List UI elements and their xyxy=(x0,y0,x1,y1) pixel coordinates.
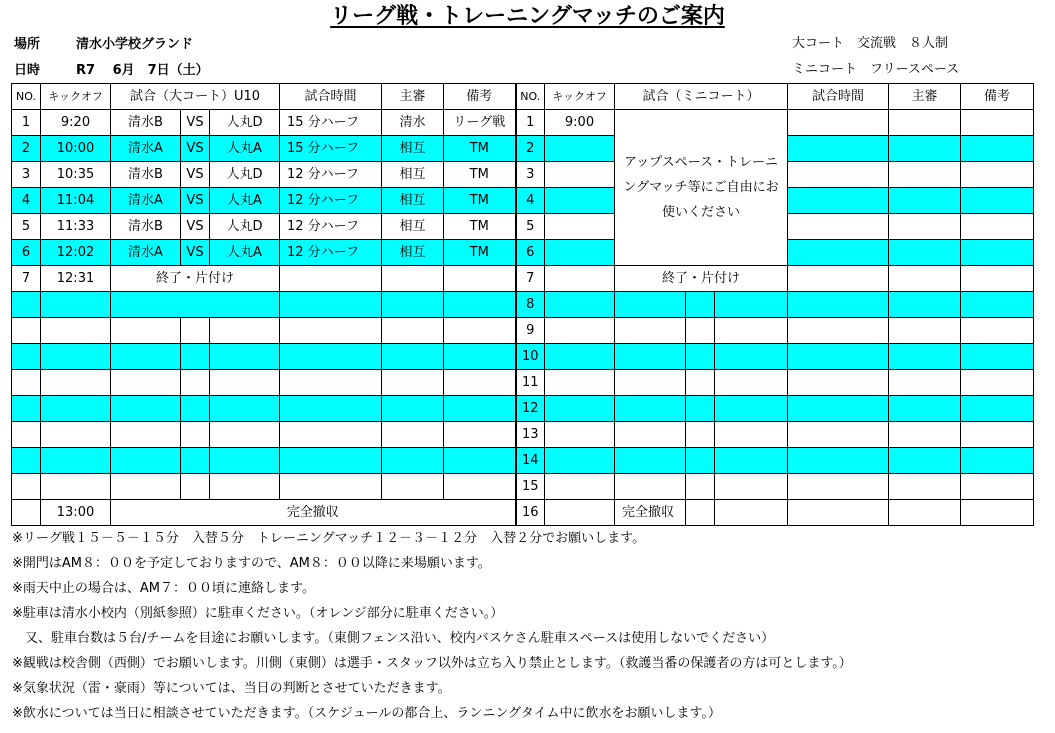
empty-cell xyxy=(961,188,1034,214)
match-no: 6 xyxy=(12,240,41,266)
empty-cell xyxy=(210,474,280,500)
empty-cell xyxy=(444,448,516,474)
empty-cell xyxy=(788,370,889,396)
empty-cell xyxy=(545,448,615,474)
mini-no: 3 xyxy=(516,162,545,188)
end-cleanup-text: 終了・片付け xyxy=(111,266,280,292)
empty-cell xyxy=(686,474,715,500)
empty-cell xyxy=(889,240,961,266)
page-title: リーグ戦・トレーニングマッチのご案内 xyxy=(330,4,725,29)
table-row xyxy=(12,422,1034,448)
notes-section xyxy=(12,526,1052,726)
table-row xyxy=(12,396,1034,422)
mini-no: 13 xyxy=(516,422,545,448)
empty-cell xyxy=(715,422,788,448)
mini-kickoff xyxy=(545,162,615,188)
col-header-referee: 主審 xyxy=(382,84,444,110)
empty-cell xyxy=(889,370,961,396)
table-row xyxy=(12,162,1034,188)
empty-cell xyxy=(382,448,444,474)
mini-no: 16 xyxy=(516,500,545,526)
empty-cell xyxy=(788,500,889,526)
match-away-team: 人丸A xyxy=(210,188,280,214)
empty-cell xyxy=(444,292,516,318)
match-remark: リーグ戦 xyxy=(444,110,516,136)
schedule-table xyxy=(11,83,1034,526)
empty-cell xyxy=(280,396,382,422)
table-row xyxy=(12,448,1034,474)
match-no: 5 xyxy=(12,214,41,240)
match-away-team: 人丸A xyxy=(210,240,280,266)
match-duration: 12 分ハーフ xyxy=(280,214,382,240)
empty-cell xyxy=(788,474,889,500)
empty-cell xyxy=(280,344,382,370)
empty-cell xyxy=(444,266,516,292)
match-referee: 相互 xyxy=(382,240,444,266)
match-vs: VS xyxy=(181,240,210,266)
empty-cell xyxy=(12,396,41,422)
empty-cell xyxy=(111,292,280,318)
match-duration: 15 分ハーフ xyxy=(280,136,382,162)
empty-cell xyxy=(181,344,210,370)
empty-cell xyxy=(12,292,41,318)
match-remark: TM xyxy=(444,240,516,266)
match-home-team: 清水B xyxy=(111,110,181,136)
empty-cell xyxy=(715,396,788,422)
empty-cell xyxy=(382,370,444,396)
mini-final-text: 完全撤収 xyxy=(615,500,686,526)
empty-cell xyxy=(444,370,516,396)
match-remark: TM xyxy=(444,214,516,240)
empty-cell xyxy=(111,474,181,500)
match-vs: VS xyxy=(181,136,210,162)
empty-cell xyxy=(686,370,715,396)
empty-cell xyxy=(615,370,686,396)
empty-cell xyxy=(111,422,181,448)
empty-cell xyxy=(210,448,280,474)
empty-cell xyxy=(444,422,516,448)
mini-no: 4 xyxy=(516,188,545,214)
empty-cell xyxy=(788,396,889,422)
empty-cell xyxy=(889,136,961,162)
match-referee: 相互 xyxy=(382,136,444,162)
empty-cell xyxy=(715,448,788,474)
empty-cell xyxy=(181,370,210,396)
empty-cell xyxy=(889,292,961,318)
match-kickoff: 12:02 xyxy=(41,240,111,266)
match-kickoff: 10:35 xyxy=(41,162,111,188)
date-label: 日時 xyxy=(14,63,41,78)
empty-cell xyxy=(280,266,382,292)
empty-cell xyxy=(181,448,210,474)
header-row xyxy=(12,84,1034,110)
note-line: ※雨天中止の場合は、AM７：００頃に連絡します。 xyxy=(12,581,315,596)
empty-cell xyxy=(444,318,516,344)
empty-cell xyxy=(181,422,210,448)
empty-cell xyxy=(961,136,1034,162)
match-no: 7 xyxy=(12,266,41,292)
empty-cell xyxy=(961,396,1034,422)
empty-cell xyxy=(788,292,889,318)
empty-cell xyxy=(686,318,715,344)
mini-no: 14 xyxy=(516,448,545,474)
empty-cell xyxy=(961,474,1034,500)
mini-no: 1 xyxy=(516,110,545,136)
empty-cell xyxy=(715,370,788,396)
empty-cell xyxy=(382,396,444,422)
match-referee: 相互 xyxy=(382,214,444,240)
empty-cell xyxy=(788,240,889,266)
match-referee: 清水 xyxy=(382,110,444,136)
empty-cell xyxy=(889,422,961,448)
empty-cell xyxy=(889,396,961,422)
mini-no: 6 xyxy=(516,240,545,266)
empty-cell xyxy=(382,422,444,448)
mini-kickoff xyxy=(545,240,615,266)
empty-cell xyxy=(545,396,615,422)
col-header-referee-mini: 主審 xyxy=(889,84,961,110)
empty-cell xyxy=(41,422,111,448)
empty-cell xyxy=(961,162,1034,188)
empty-cell xyxy=(382,474,444,500)
empty-cell xyxy=(41,318,111,344)
table-row xyxy=(12,214,1034,240)
table-row xyxy=(12,240,1034,266)
note-line: ※リーグ戦１５－５－１５分 入替５分 トレーニングマッチ１２－３－１２分 入替２分でお願いします。 xyxy=(12,531,646,546)
col-header-time: 試合時間 xyxy=(280,84,382,110)
empty-cell xyxy=(210,318,280,344)
empty-cell xyxy=(615,396,686,422)
date-value: R7 6月 7日（土） xyxy=(76,63,209,78)
match-duration: 15 分ハーフ xyxy=(280,110,382,136)
mini-kickoff xyxy=(545,136,615,162)
empty-cell xyxy=(889,474,961,500)
empty-cell xyxy=(715,500,788,526)
table-row xyxy=(12,292,1034,318)
empty-cell xyxy=(961,500,1034,526)
empty-cell xyxy=(889,344,961,370)
match-duration: 12 分ハーフ xyxy=(280,240,382,266)
empty-cell xyxy=(181,396,210,422)
empty-cell xyxy=(382,318,444,344)
match-home-team: 清水A xyxy=(111,188,181,214)
empty-cell xyxy=(889,214,961,240)
empty-cell xyxy=(961,318,1034,344)
note-line: ※開門はAM８：００を予定しておりますので、AM８：００以降に来場願います。 xyxy=(12,556,491,571)
match-remark: TM xyxy=(444,162,516,188)
empty-cell xyxy=(12,370,41,396)
empty-cell xyxy=(889,162,961,188)
empty-cell xyxy=(788,344,889,370)
col-header-no: NO. xyxy=(12,84,41,110)
empty-cell xyxy=(280,370,382,396)
empty-cell xyxy=(210,370,280,396)
empty-cell xyxy=(715,344,788,370)
empty-cell xyxy=(788,188,889,214)
match-duration: 12 分ハーフ xyxy=(280,188,382,214)
empty-cell xyxy=(545,422,615,448)
empty-cell xyxy=(686,500,715,526)
empty-cell xyxy=(686,422,715,448)
match-kickoff: 11:33 xyxy=(41,214,111,240)
empty-cell xyxy=(788,110,889,136)
mini-kickoff: 9:00 xyxy=(545,110,615,136)
mini-no: 10 xyxy=(516,344,545,370)
empty-cell xyxy=(615,318,686,344)
empty-cell xyxy=(715,318,788,344)
col-header-kickoff-mini: キックオフ xyxy=(545,84,615,110)
empty-cell xyxy=(280,292,382,318)
table-row xyxy=(12,136,1034,162)
table-row xyxy=(12,344,1034,370)
match-vs: VS xyxy=(181,110,210,136)
empty-cell xyxy=(788,448,889,474)
empty-cell xyxy=(961,110,1034,136)
empty-cell xyxy=(686,344,715,370)
mini-no: 15 xyxy=(516,474,545,500)
empty-cell xyxy=(545,370,615,396)
empty-cell xyxy=(444,344,516,370)
mini-no: 8 xyxy=(516,292,545,318)
match-home-team: 清水B xyxy=(111,162,181,188)
match-kickoff: 11:04 xyxy=(41,188,111,214)
empty-cell xyxy=(41,474,111,500)
match-away-team: 人丸D xyxy=(210,162,280,188)
empty-cell xyxy=(686,396,715,422)
empty-cell xyxy=(961,370,1034,396)
empty-cell xyxy=(788,266,889,292)
empty-cell xyxy=(889,448,961,474)
match-remark: TM xyxy=(444,188,516,214)
match-kickoff: 12:31 xyxy=(41,266,111,292)
col-header-remarks-mini: 備考 xyxy=(961,84,1034,110)
empty-cell xyxy=(889,266,961,292)
empty-cell xyxy=(210,422,280,448)
empty-cell xyxy=(715,474,788,500)
empty-cell xyxy=(615,292,686,318)
empty-cell xyxy=(111,370,181,396)
empty-cell xyxy=(382,292,444,318)
empty-cell xyxy=(961,422,1034,448)
match-no: 1 xyxy=(12,110,41,136)
match-home-team: 清水B xyxy=(111,214,181,240)
empty-cell xyxy=(41,370,111,396)
empty-cell xyxy=(444,474,516,500)
mini-end-cleanup-text: 終了・片付け xyxy=(615,266,788,292)
mini-no: 12 xyxy=(516,396,545,422)
empty-cell xyxy=(545,474,615,500)
empty-cell xyxy=(961,266,1034,292)
col-header-time-mini: 試合時間 xyxy=(788,84,889,110)
empty-cell xyxy=(41,396,111,422)
empty-cell xyxy=(12,448,41,474)
match-no: 3 xyxy=(12,162,41,188)
empty-cell xyxy=(545,266,615,292)
empty-cell xyxy=(788,422,889,448)
mini-free-space-note: アップスペース・トレーニングマッチ等にご自由にお使いください xyxy=(615,110,788,266)
empty-cell xyxy=(545,318,615,344)
mini-no: 2 xyxy=(516,136,545,162)
empty-cell xyxy=(444,396,516,422)
empty-cell xyxy=(280,422,382,448)
final-kickoff: 13:00 xyxy=(41,500,111,526)
empty-cell xyxy=(615,422,686,448)
match-vs: VS xyxy=(181,188,210,214)
table-row xyxy=(12,318,1034,344)
match-away-team: 人丸A xyxy=(210,136,280,162)
empty-cell xyxy=(41,448,111,474)
empty-cell xyxy=(788,214,889,240)
place-value: 清水小学校グランド xyxy=(76,37,194,52)
match-referee: 相互 xyxy=(382,162,444,188)
mini-kickoff xyxy=(545,214,615,240)
empty-cell xyxy=(111,318,181,344)
mini-no: 9 xyxy=(516,318,545,344)
col-header-no-mini: NO. xyxy=(516,84,545,110)
empty-cell xyxy=(686,448,715,474)
match-kickoff: 9:20 xyxy=(41,110,111,136)
match-vs: VS xyxy=(181,162,210,188)
place-label: 場所 xyxy=(14,37,41,52)
empty-cell xyxy=(788,318,889,344)
empty-cell xyxy=(12,318,41,344)
empty-cell xyxy=(280,448,382,474)
match-away-team: 人丸D xyxy=(210,214,280,240)
table-row xyxy=(12,370,1034,396)
empty-cell xyxy=(111,448,181,474)
empty-cell xyxy=(961,292,1034,318)
empty-cell xyxy=(615,474,686,500)
empty-cell xyxy=(889,188,961,214)
empty-cell xyxy=(615,344,686,370)
mini-no: 11 xyxy=(516,370,545,396)
empty-cell xyxy=(615,448,686,474)
note-line: ※駐車は清水小校内（別紙参照）に駐車ください。（オレンジ部分に駐車ください。） xyxy=(12,606,504,621)
empty-cell xyxy=(382,344,444,370)
match-no: 4 xyxy=(12,188,41,214)
empty-cell xyxy=(111,396,181,422)
empty-cell xyxy=(889,110,961,136)
empty-cell xyxy=(41,344,111,370)
col-header-match-large: 試合（大コート）U10 xyxy=(111,84,280,110)
empty-cell xyxy=(715,292,788,318)
empty-cell xyxy=(961,240,1034,266)
empty-cell xyxy=(961,448,1034,474)
empty-cell xyxy=(280,318,382,344)
table-row xyxy=(12,500,1034,526)
table-row xyxy=(12,110,1034,136)
col-header-match-mini: 試合（ミニコート） xyxy=(615,84,788,110)
empty-cell xyxy=(181,318,210,344)
empty-cell xyxy=(545,500,615,526)
match-kickoff: 10:00 xyxy=(41,136,111,162)
final-text: 完全撤収 xyxy=(111,500,516,526)
empty-cell xyxy=(788,136,889,162)
empty-cell xyxy=(210,396,280,422)
col-header-remarks: 備考 xyxy=(444,84,516,110)
mini-no: 7 xyxy=(516,266,545,292)
empty-cell xyxy=(41,292,111,318)
empty-cell xyxy=(280,474,382,500)
match-remark: TM xyxy=(444,136,516,162)
empty-cell xyxy=(961,344,1034,370)
empty-cell xyxy=(545,292,615,318)
table-row xyxy=(12,188,1034,214)
match-home-team: 清水A xyxy=(111,240,181,266)
match-vs: VS xyxy=(181,214,210,240)
court-info-large: 大コート 交流戦 ８人制 xyxy=(792,36,949,51)
table-row xyxy=(12,474,1034,500)
empty-cell xyxy=(961,214,1034,240)
empty-cell xyxy=(12,474,41,500)
empty-cell xyxy=(788,162,889,188)
empty-cell xyxy=(12,500,41,526)
empty-cell xyxy=(181,474,210,500)
match-duration: 12 分ハーフ xyxy=(280,162,382,188)
mini-kickoff xyxy=(545,188,615,214)
empty-cell xyxy=(210,344,280,370)
mini-no: 5 xyxy=(516,214,545,240)
match-away-team: 人丸D xyxy=(210,110,280,136)
match-no: 2 xyxy=(12,136,41,162)
empty-cell xyxy=(889,318,961,344)
empty-cell xyxy=(686,292,715,318)
empty-cell xyxy=(382,266,444,292)
match-referee: 相互 xyxy=(382,188,444,214)
empty-cell xyxy=(111,344,181,370)
table-row xyxy=(12,266,1034,292)
court-info-mini: ミニコート フリースペース xyxy=(792,62,960,77)
note-line: ※飲水については当日に相談させていただきます。（スケジュールの都合上、ランニングタイム中に飲水をお願いします。） xyxy=(12,706,721,721)
note-line: 又、駐車台数は５台/チームを目途にお願いします。（東側フェンス沿い、校内バスケさん駐車スペースは使用しないでください） xyxy=(12,631,775,646)
note-line: ※観戦は校舎側（西側）でお願いします。川側（東側）は選手・スタッフ以外は立ち入り禁止とします。（救護当番の保護者の方は可とします。） xyxy=(12,656,852,671)
note-line: ※気象状況（雷・豪雨）等については、当日の判断とさせていただきます。 xyxy=(12,681,451,696)
match-home-team: 清水A xyxy=(111,136,181,162)
empty-cell xyxy=(12,344,41,370)
empty-cell xyxy=(12,422,41,448)
empty-cell xyxy=(889,500,961,526)
col-header-kickoff: キックオフ xyxy=(41,84,111,110)
empty-cell xyxy=(545,344,615,370)
